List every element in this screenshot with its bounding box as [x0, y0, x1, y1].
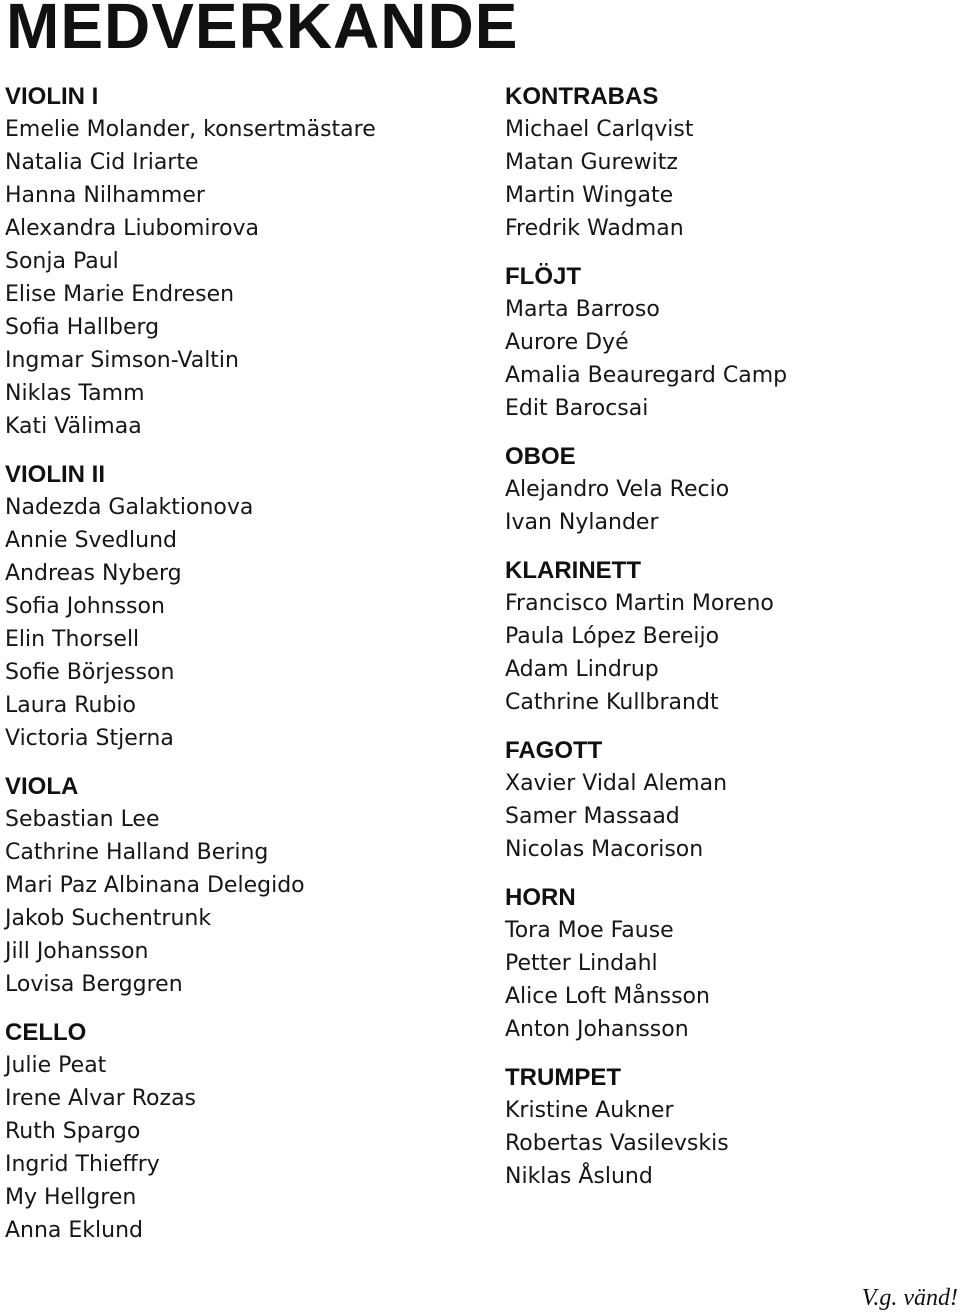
section-fagott	[505, 734, 960, 866]
section-heading: VIOLIN I	[5, 83, 99, 110]
musician-name: Anton Johansson	[505, 1017, 689, 1042]
musician-name: Martin Wingate	[505, 183, 674, 208]
musician-name: Lovisa Berggren	[5, 972, 183, 997]
musician-name: Jill Johansson	[5, 939, 149, 964]
musician-name: Alexandra Liubomirova	[5, 216, 260, 241]
musician-name: Sonja Paul	[5, 249, 119, 274]
section-violin-ii	[5, 458, 475, 755]
section-heading: KONTRABAS	[505, 83, 659, 110]
musician-name: Ingmar Simson-Valtin	[5, 348, 239, 373]
musician-name: Hanna Nilhammer	[5, 183, 205, 208]
musician-name: Victoria Stjerna	[5, 726, 174, 751]
musician-name: Niklas Tamm	[5, 381, 145, 406]
section-heading: OBOE	[505, 443, 576, 470]
section-flöjt	[505, 260, 960, 425]
musician-name: Nadezda Galaktionova	[5, 495, 254, 520]
musician-name: Sofie Börjesson	[5, 660, 175, 685]
musician-name: Mari Paz Albinana Delegido	[5, 873, 305, 898]
musician-name: Jakob Suchentrunk	[5, 906, 212, 931]
musician-name: Alice Loft Månsson	[505, 984, 710, 1009]
section-heading: VIOLA	[5, 773, 79, 800]
musician-name: Sofia Hallberg	[5, 315, 160, 340]
musician-name: Laura Rubio	[5, 693, 136, 718]
section-cello	[5, 1016, 475, 1247]
musician-name: Irene Alvar Rozas	[5, 1086, 197, 1111]
musician-name: Anna Eklund	[5, 1218, 144, 1243]
musician-name: Edit Barocsai	[505, 396, 649, 421]
section-heading: TRUMPET	[505, 1064, 621, 1091]
section-heading: HORN	[505, 884, 576, 911]
musician-name: Andreas Nyberg	[5, 561, 182, 586]
section-heading: KLARINETT	[505, 557, 641, 584]
musician-name: Elise Marie Endresen	[5, 282, 235, 307]
musician-name: Robertas Vasilevskis	[505, 1131, 729, 1156]
musician-name: Matan Gurewitz	[505, 150, 678, 175]
musician-name: Ingrid Thieffry	[5, 1152, 160, 1177]
musician-name: My Hellgren	[5, 1185, 137, 1210]
musician-name: Fredrik Wadman	[505, 216, 684, 241]
musician-name: Niklas Åslund	[505, 1164, 653, 1189]
musician-name: Annie Svedlund	[5, 528, 178, 553]
musician-name: Xavier Vidal Aleman	[505, 771, 728, 796]
section-klarinett	[505, 554, 960, 719]
page-turn-note: V.g. vänd!	[861, 1285, 958, 1311]
musician-name: Cathrine Kullbrandt	[505, 690, 719, 715]
musician-name: Emelie Molander, konsertmästare	[5, 117, 376, 142]
section-violin-i	[5, 80, 475, 443]
section-kontrabas	[505, 80, 960, 245]
musician-name: Nicolas Macorison	[505, 837, 704, 862]
musician-name: Alejandro Vela Recio	[505, 477, 730, 502]
musician-name: Sofia Johnsson	[5, 594, 165, 619]
page-title: MEDVERKANDE	[6, 0, 519, 62]
section-heading: CELLO	[5, 1019, 87, 1046]
right-column	[505, 80, 960, 1208]
musician-name: Cathrine Halland Bering	[5, 840, 269, 865]
section-oboe	[505, 440, 960, 539]
musician-name: Michael Carlqvist	[505, 117, 694, 142]
musician-name: Sebastian Lee	[5, 807, 160, 832]
musician-name: Petter Lindahl	[505, 951, 658, 976]
section-heading: FAGOTT	[505, 737, 603, 764]
musician-name: Adam Lindrup	[505, 657, 659, 682]
musician-name: Kati Välimaa	[5, 414, 142, 439]
section-heading: FLÖJT	[505, 263, 581, 290]
musician-name: Aurore Dyé	[505, 330, 629, 355]
section-trumpet	[505, 1061, 960, 1193]
musician-name: Natalia Cid Iriarte	[5, 150, 199, 175]
musician-name: Ivan Nylander	[505, 510, 659, 535]
musician-name: Paula López Bereijo	[505, 624, 720, 649]
section-heading: VIOLIN II	[5, 461, 106, 488]
musician-name: Ruth Spargo	[5, 1119, 141, 1144]
section-viola	[5, 770, 475, 1001]
musician-name: Francisco Martin Moreno	[505, 591, 774, 616]
musician-name: Marta Barroso	[505, 297, 660, 322]
musician-name: Tora Moe Fause	[505, 918, 674, 943]
musician-name: Amalia Beauregard Camp	[505, 363, 788, 388]
section-horn	[505, 881, 960, 1046]
musician-name: Elin Thorsell	[5, 627, 140, 652]
musician-name: Kristine Aukner	[505, 1098, 674, 1123]
musician-name: Samer Massaad	[505, 804, 680, 829]
left-column	[5, 80, 475, 1262]
musician-name: Julie Peat	[5, 1053, 107, 1078]
